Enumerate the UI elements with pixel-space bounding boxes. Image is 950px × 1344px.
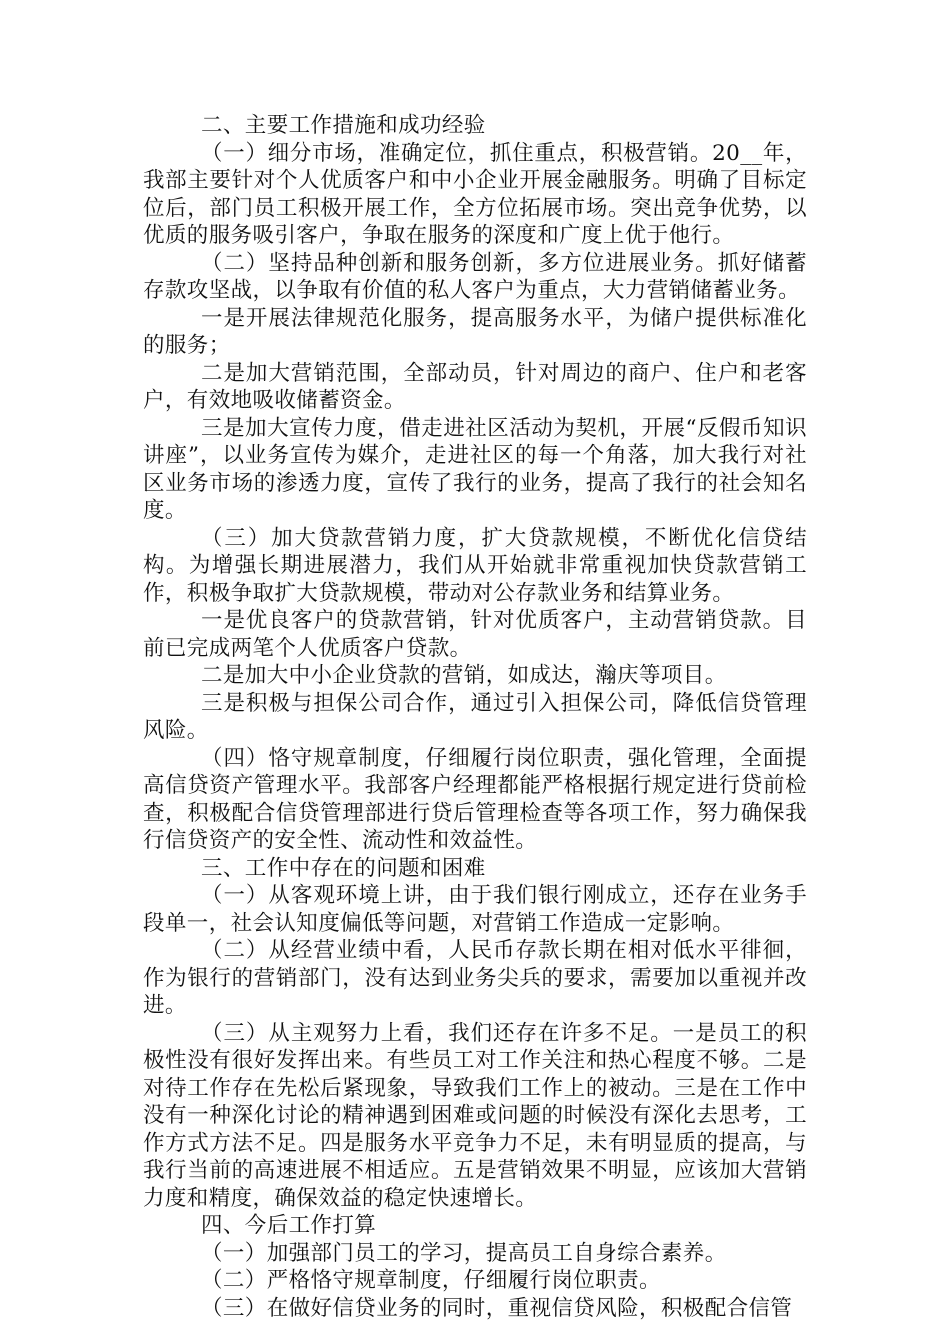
section-heading-3: 三、工作中存在的问题和困难 <box>201 855 486 881</box>
paragraph: （二）严格恪守规章制度，仔细履行岗位职责。 <box>201 1268 661 1293</box>
paragraph: （四）恪守规章制度，仔细履行岗位职责，强化管理，全面提高信贷资产管理水平。我部客户经理都能严格根据行规定进行贷前检查，积极配合信贷管理部进行贷后管理检查等各项工作，努力确保我行信贷资产的安全性、流动性和效益性。 <box>143 745 807 853</box>
paragraph: 一是优良客户的贷款营销，针对优质客户，主动营销贷款。目前已完成两笔个人优质客户贷款。 <box>143 608 807 661</box>
paragraph: （二）坚持品种创新和服务创新，多方位进展业务。抓好储蓄存款攻坚战，以争取有价值的私人客户为重点，大力营销储蓄业务。 <box>143 250 807 303</box>
paragraph: 三是加大宣传力度，借走进社区活动为契机，开展“反假币知识讲座”，以业务宣传为媒介，走进社区的每一个角落，加大我行对社区业务市场的渗透力度，宣传了我行的业务，提高了我行的社会知名度。 <box>143 415 807 523</box>
paragraph: （三）在做好信贷业务的同时，重视信贷风险，积极配合信管 <box>201 1295 793 1321</box>
paragraph: 二是加大营销范围，全部动员，针对周边的商户、住户和老客户，有效地吸收储蓄资金。 <box>143 360 807 413</box>
paragraph: 二是加大中小企业贷款的营销，如成达，瀚庆等项目。 <box>201 663 727 688</box>
section-heading-4: 四、今后工作打算 <box>201 1213 377 1238</box>
paragraph: 一是开展法律规范化服务，提高服务水平，为储户提供标准化的服务； <box>143 305 807 358</box>
paragraph: （三）加大贷款营销力度，扩大贷款规模，不断优化信贷结构。为增强长期进展潜力，我们从开始就非常重视加快贷款营销工作，积极争取扩大贷款规模，带动对公存款业务和结算业务。 <box>143 525 807 606</box>
document-body <box>143 112 807 1322</box>
paragraph: （一）细分市场，准确定位，抓住重点，积极营销。20__年，我部主要针对个人优质客户和中小企业开展金融服务。明确了目标定位后，部门员工积极开展工作，全方位拓展市场。突出竞争优势，以优质的服务吸引客户，争取在服务的深度和广度上优于他行。 <box>143 140 807 248</box>
paragraph: （一）加强部门员工的学习，提高员工自身综合素养。 <box>201 1240 727 1266</box>
section-heading-2: 二、主要工作措施和成功经验 <box>201 113 486 138</box>
paragraph: （一）从客观环境上讲，由于我们银行刚成立，还存在业务手段单一，社会认知度偏低等问题，对营销工作造成一定影响。 <box>143 883 807 936</box>
paragraph: 三是积极与担保公司合作，通过引入担保公司，降低信贷管理风险。 <box>143 690 807 743</box>
paragraph: （三）从主观努力上看，我们还存在许多不足。一是员工的积极性没有很好发挥出来。有些员工对工作关注和热心程度不够。二是对待工作存在先松后紧现象，导致我们工作上的被动。三是在工作中没有一种深化讨论的精神遇到困难或问题的时候没有深化去思考，工作方式方法不足。四是服务水平竞争力不足，未有明显质的提高，与我行当前的高速进展不相适应。五是营销效果不明显，应该加大营销力度和精度，确保效益的稳定快速增长。 <box>143 1020 807 1211</box>
paragraph: （二）从经营业绩中看，人民币存款长期在相对低水平徘徊，作为银行的营销部门，没有达到业务尖兵的要求，需要加以重视并改进。 <box>143 938 807 1018</box>
